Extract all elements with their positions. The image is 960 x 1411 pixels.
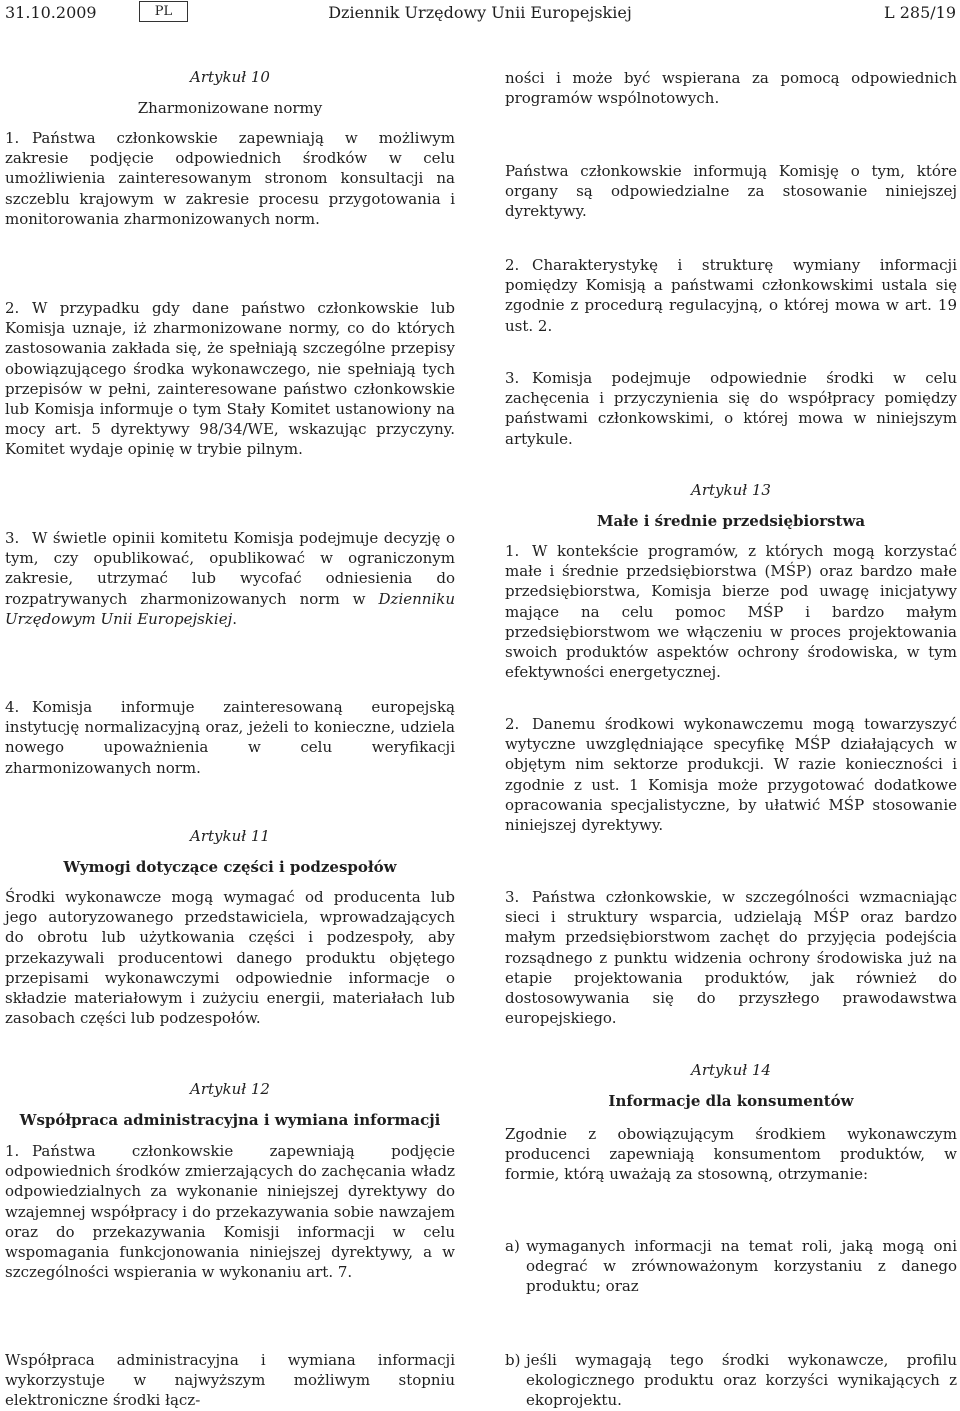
journal-title: Dziennik Urzędowy Unii Europejskiej [328, 3, 632, 22]
article-13-title: Małe i średnie przedsiębiorstwa [596, 512, 866, 530]
list-label: a) [505, 1237, 520, 1255]
para-number: 3. [505, 369, 520, 387]
para-number: 3. [5, 529, 20, 547]
article-13-number: Artykuł 13 [691, 481, 771, 499]
language-badge: PL [139, 1, 188, 22]
article-14-item-a [505, 1236, 957, 1297]
article-12-para-1-end: ności i może być wspierana za pomocą odpowiednich programów wspólnotowych. [505, 69, 957, 108]
article-12-para-2 [505, 255, 957, 336]
page-header [0, 0, 960, 32]
para-number: 1. [5, 1142, 20, 1160]
list-text: jeśli wymagają tego środki wykonawcze, profilu ekologicznego produktu oraz korzyści wynikających z ekoprojektu. [526, 1351, 957, 1410]
para-text: Charakterystykę i strukturę wymiany informacji pomiędzy Komisją a państwami członkowskimi ustala się zgodnie z procedurą regulacyjną, o której mowa w art. 19 ust. 2. [505, 256, 957, 335]
para-number: 4. [5, 698, 20, 716]
para-text: Komisja informuje zainteresowaną europejską instytucję normalizacyjną oraz, jeżeli to konieczne, udziela nowego upoważnienia w celu weryfikacji zharmonizowanych norm. [5, 698, 455, 777]
article-14-number: Artykuł 14 [691, 1061, 771, 1079]
article-10-para-1 [5, 128, 455, 229]
para-text-end: . [232, 609, 238, 628]
para-number: 3. [505, 888, 520, 906]
article-14-title: Informacje dla konsumentów [608, 1092, 854, 1110]
para-number: 1. [5, 129, 20, 147]
article-10-title: Zharmonizowane normy [137, 99, 323, 117]
list-text: wymaganych informacji na temat roli, jaką mogą oni odegrać w zrównoważonym korzystaniu z danego produktu; oraz [526, 1237, 957, 1296]
para-text: W świetle opinii komitetu Komisja podejmuje decyzję o tym, czy opublikować, opublikować w ograniczonym zakresie, utrzymać lub wycofać odniesienia do rozpatrywanych zharmonizowanych norm w [5, 529, 455, 608]
para-text: Danemu środkowi wykonawczemu mogą towarzyszyć wytyczne uwzględniające specyfikę MŚP działających w objętym nim sektorze produkcji. W razie konieczności i zgodnie z ust. 1 Komisja może przygotować dodatkowe opracowania specjalistyczne, by ułatwić MŚP stosowanie niniejszej dyrektywy. [505, 715, 957, 835]
article-10-para-4 [5, 697, 455, 778]
para-text: Państwa członkowskie, w szczególności wzmacniając sieci i struktury wsparcia, udzielają MŚP oraz bardzo małym przedsiębiorstwom zachęt do przyjęcia podejścia rozsądnego z punktu widzenia ochrony środowiska już na etapie projektowania produktów, jak również do dostosowywania się do przyszłego prawodawstwa europejskiego. [505, 888, 957, 1028]
para-text: Państwa członkowskie zapewniają podjęcie odpowiednich środków zmierzających do zachęcania władz odpowiedzialnych za wykonanie niniejszej dyrektywy do wzajemnej współpracy i do przekazywania sobie nawzajem oraz do przekazywania Komisji informacji w celu wspomagania funkcjonowania niniejszej dyrektywy, a w szczególności wspierania w wykonaniu art. 7. [5, 1142, 455, 1282]
para-text: Komisja podejmuje odpowiednie środki w celu zachęcenia i przyczynienia się do współpracy pomiędzy państwami członkowskimi, o której mowa w niniejszym artykule. [505, 369, 957, 448]
list-label: b) [505, 1351, 521, 1369]
para-number: 2. [505, 256, 520, 274]
page-number: L 285/19 [884, 3, 956, 22]
article-11-number: Artykuł 11 [190, 827, 270, 845]
para-text: W kontekście programów, z których mogą korzystać małe i średnie przedsiębiorstwa (MŚP) oraz bardzo małe przedsiębiorstwa, Komisja bierze pod uwagę inicjatywy mające na celu pomoc MŚP i bardzo małym przedsiębiorstwom we włączeniu w proces projektowania swoich produktów aspektów ochrony środowiska, w tym efektywności energetycznej. [505, 542, 957, 682]
article-12-para-3 [505, 368, 957, 449]
article-12-title: Współpraca administracyjna i wymiana informacji [19, 1111, 441, 1129]
para-number: 2. [5, 299, 20, 317]
para-number: 1. [505, 542, 520, 560]
article-12-number: Artykuł 12 [190, 1080, 270, 1098]
article-10-para-2 [5, 298, 455, 460]
article-13-para-1 [505, 541, 957, 682]
para-text: W przypadku gdy dane państwo członkowskie lub Komisja uznaje, iż zharmonizowane normy, co do których zastosowania zakłada się, że spełniają szczególne przepisy obowiązującego środka wykonawczego, nie spełniają tych przepisów w pełni, zainteresowane państwo członkowskie lub Komisja informuje o tym Stały Komitet ustanowiony na mocy art. 5 dyrektywy 98/34/WE, wskazując przyczyny. Komitet wydaje opinię w trybie pilnym. [5, 299, 455, 459]
para-number: 2. [505, 715, 520, 733]
article-11-title: Wymogi dotyczące części i podzespołów [63, 858, 397, 876]
article-12-para-1-member-states: Państwa członkowskie informują Komisję o tym, które organy są odpowiedzialne za stosowanie niniejszej dyrektywy. [505, 162, 957, 221]
header-date: 31.10.2009 [5, 3, 97, 22]
para-text: Państwa członkowskie zapewniają w możliwym zakresie podjęcie odpowiednich środków w celu umożliwienia zainteresowanym stronom konsultacji na szczeblu krajowym w zakresie procesu przygotowania i monitorowania zharmonizowanych norm. [5, 129, 455, 228]
journal-reference: Dzienniku Urzędowym Unii Europejskiej [5, 589, 455, 628]
article-12-para-1-continued: Współpraca administracyjna i wymiana informacji wykorzystuje w najwyższym możliwym stopniu elektroniczne środki łącz- [5, 1351, 455, 1410]
article-13-para-2 [505, 714, 957, 835]
article-10-para-3 [5, 528, 455, 629]
article-14-para: Zgodnie z obowiązującym środkiem wykonawczym producenci zapewniają konsumentom produktów, w formie, którą uważają za stosowną, otrzymanie: [505, 1125, 957, 1184]
article-12-para-1 [5, 1141, 455, 1282]
article-10-number: Artykuł 10 [190, 68, 270, 86]
article-14-item-b [505, 1350, 957, 1411]
article-11-para: Środki wykonawcze mogą wymagać od producenta lub jego autoryzowanego przedstawiciela, wprowadzających do obrotu lub użytkowania części i podzespoły, aby przekazywali producentowi danego produktu objętego przepisami wykonawczymi odpowiednie informacje o składzie materiałowym i zużyciu energii, materiałach lub zasobach części lub podzespołów. [5, 888, 455, 1028]
article-13-para-3 [505, 887, 957, 1028]
